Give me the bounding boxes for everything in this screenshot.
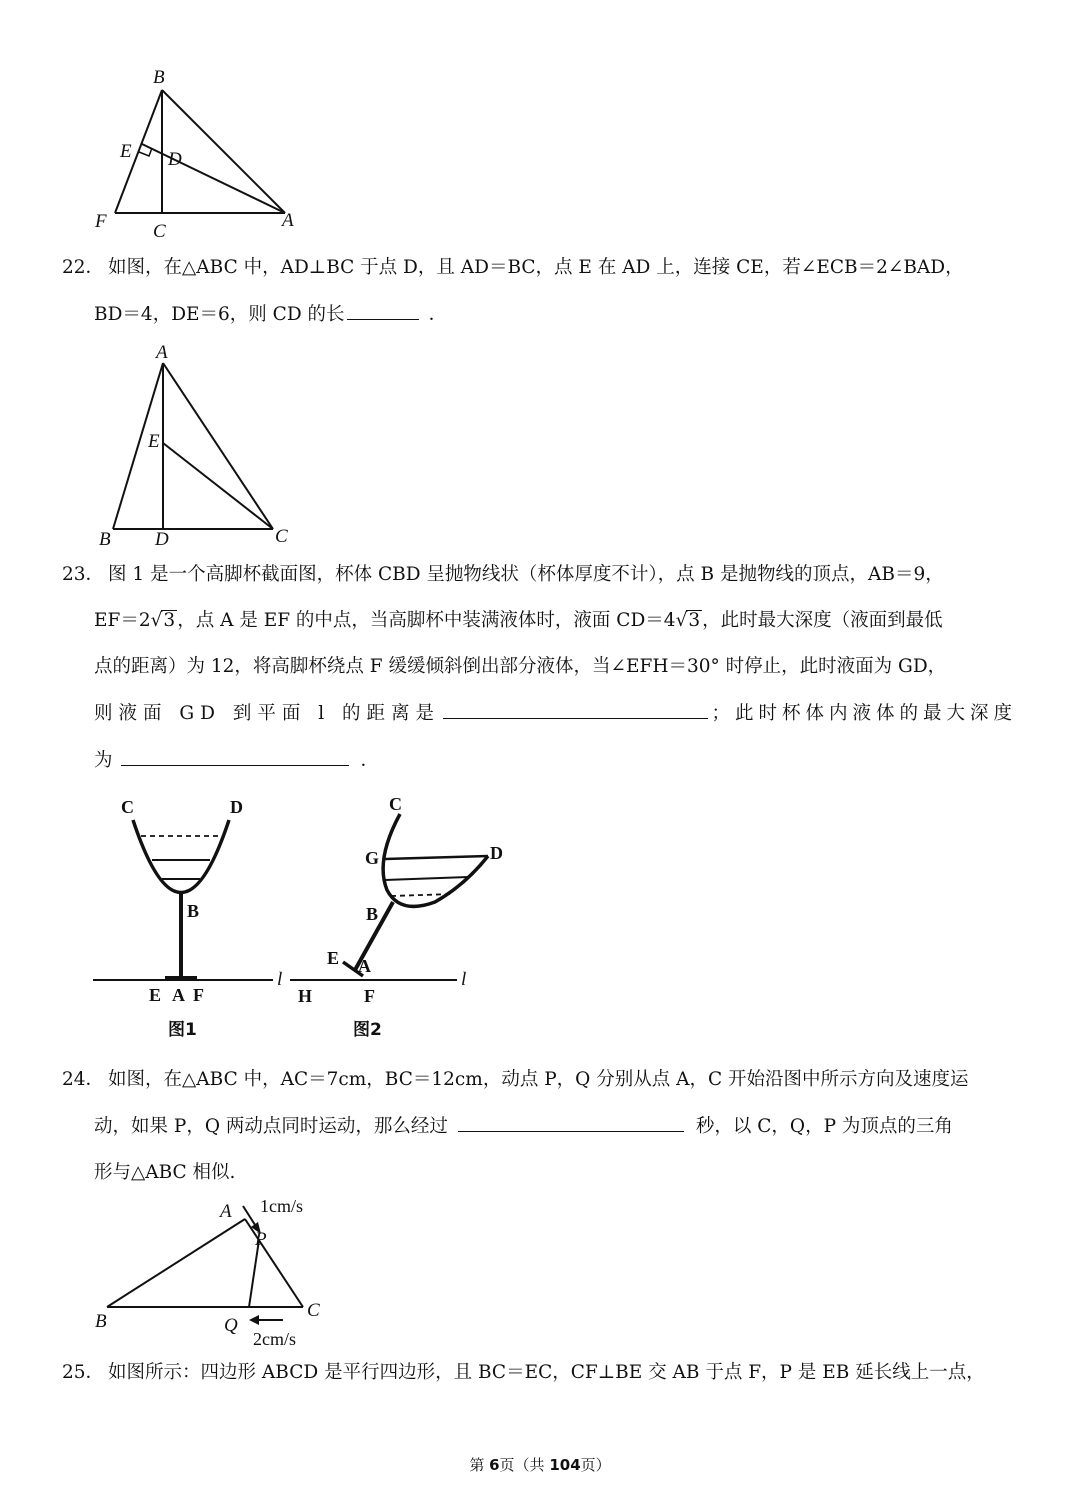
question-text-line: ，点 A 是 EF 的中点，当高脚杯中装满液体时，液面 CD＝4 [177, 610, 676, 631]
question-22 [62, 245, 1017, 338]
question-text-line: BD＝4，DE＝6，则 CD 的长 [94, 304, 345, 325]
level-line [385, 877, 468, 880]
label-Q: Q [224, 1315, 238, 1336]
figure-caption: 图1 [168, 1020, 197, 1040]
question-text-line: 如图，在△ABC 中，AD⊥BC 于点 D，且 AD＝BC，点 E 在 AD 上，连接 CE，若∠ECB＝2∠BAD， [108, 257, 964, 278]
arrowhead-q [249, 1315, 259, 1325]
answer-blank[interactable] [458, 1103, 684, 1132]
label-A: A [220, 1201, 232, 1222]
answer-blank[interactable] [347, 291, 419, 320]
label-B: B [95, 1311, 107, 1332]
question-text-line: 动，如果 P，Q 两动点同时运动，那么经过 [94, 1116, 448, 1137]
question-text-line: 为 [94, 750, 113, 771]
page-footer: 第 6页（共 104页） [469, 1456, 611, 1474]
right-angle-mark [139, 148, 152, 156]
question-24 [62, 1057, 1017, 1196]
question-number: 22． [62, 257, 105, 278]
figure-q23-goblet-2 [285, 790, 525, 1050]
segment-ec [163, 443, 273, 529]
figure-q24-triangle [85, 1190, 345, 1350]
speed-p-text: 1cm/s [260, 1196, 303, 1216]
label-D: D [155, 529, 169, 550]
question-23 [62, 552, 1017, 784]
question-text-end: ． [428, 304, 448, 325]
question-text-line: 则液面 GD 到平面 l 的距离是 [94, 703, 441, 724]
question-text-line: ，此时最大深度（液面到最低 [702, 610, 943, 631]
label-A: A [358, 956, 371, 976]
question-25 [62, 1350, 1017, 1396]
label-C: C [307, 1300, 320, 1321]
sqrt-radicand: 3 [163, 610, 176, 631]
sqrt-expression: √3 [150, 610, 176, 631]
figure-q22-triangle [85, 335, 305, 550]
label-P: P [255, 1229, 267, 1250]
label-H: H [298, 986, 313, 1006]
speed-q-text: 2cm/s [253, 1329, 296, 1349]
sqrt-expression: √3 [675, 610, 701, 631]
question-number: 25． [62, 1362, 105, 1383]
answer-blank[interactable] [443, 690, 708, 719]
question-text-line: EF＝2 [94, 610, 151, 631]
liquid-surface-gd [385, 856, 488, 859]
label-E: E [148, 431, 160, 452]
question-text-end: ． [360, 750, 380, 771]
label-C: C [275, 526, 288, 547]
question-text-line: 点的距离）为 12，将高脚杯绕点 F 缓缓倾斜倒出部分液体，当∠EFH＝30° 时停止，此时液面为 GD， [94, 656, 947, 677]
label-C: C [153, 221, 166, 242]
figure-top-triangle [80, 60, 320, 245]
label-C: C [389, 794, 402, 814]
question-text-line: 如图所示：四边形 ABCD 是平行四边形，且 BC＝EC，CF⊥BE 交 AB 于点 F，P 是 EB 延长线上一点， [108, 1362, 985, 1383]
question-text-line: ；此时杯体内液体的最大深度 [711, 703, 1017, 724]
answer-blank[interactable] [121, 737, 349, 766]
label-D: D [230, 797, 243, 817]
question-text-line: 形与△ABC 相似. [94, 1162, 236, 1183]
question-text-line: 秒，以 C，Q，P 为顶点的三角 [695, 1116, 953, 1137]
segment-ac [245, 1219, 303, 1307]
page-number: 6 [489, 1456, 500, 1474]
figure-caption: 图2 [353, 1020, 382, 1040]
label-D: D [168, 149, 182, 170]
label-B: B [366, 904, 379, 924]
segment-ac [163, 363, 273, 529]
goblet-bowl [133, 820, 229, 893]
label-l: l [277, 969, 283, 990]
label-A: A [156, 342, 168, 363]
total-pages: 104 [549, 1456, 581, 1474]
label-B: B [153, 67, 165, 88]
label-F: F [364, 986, 375, 1006]
label-E: E [327, 948, 340, 968]
label-B: B [99, 529, 111, 550]
question-number: 23． [62, 564, 105, 585]
label-l: l [461, 969, 467, 990]
label-D: D [490, 843, 503, 863]
label-A: A [282, 210, 294, 231]
segment-ea [142, 144, 285, 213]
label-E: E [120, 141, 132, 162]
label-G: G [365, 848, 380, 868]
goblet-bowl-tilted [383, 814, 488, 906]
segment-ba [107, 1219, 245, 1307]
figure-q23-goblet-1 [85, 790, 305, 1050]
label-C: C [121, 797, 134, 817]
label-F: F [95, 211, 107, 232]
segment-pq [249, 1240, 259, 1307]
label-B: B [187, 901, 200, 921]
question-text-line: 如图，在△ABC 中，AC＝7cm，BC＝12cm，动点 P，Q 分别从点 A，C 开始沿图中所示方向及速度运 [108, 1069, 969, 1090]
label-A: A [172, 985, 185, 1005]
question-number: 24． [62, 1069, 105, 1090]
label-E: E [149, 985, 162, 1005]
label-F: F [193, 985, 204, 1005]
sqrt-radicand: 3 [688, 610, 701, 631]
question-text-line: 图 1 是一个高脚杯截面图，杯体 CBD 呈抛物线状（杯体厚度不计），点 B 是抛物线的顶点，AB＝9， [108, 564, 944, 585]
